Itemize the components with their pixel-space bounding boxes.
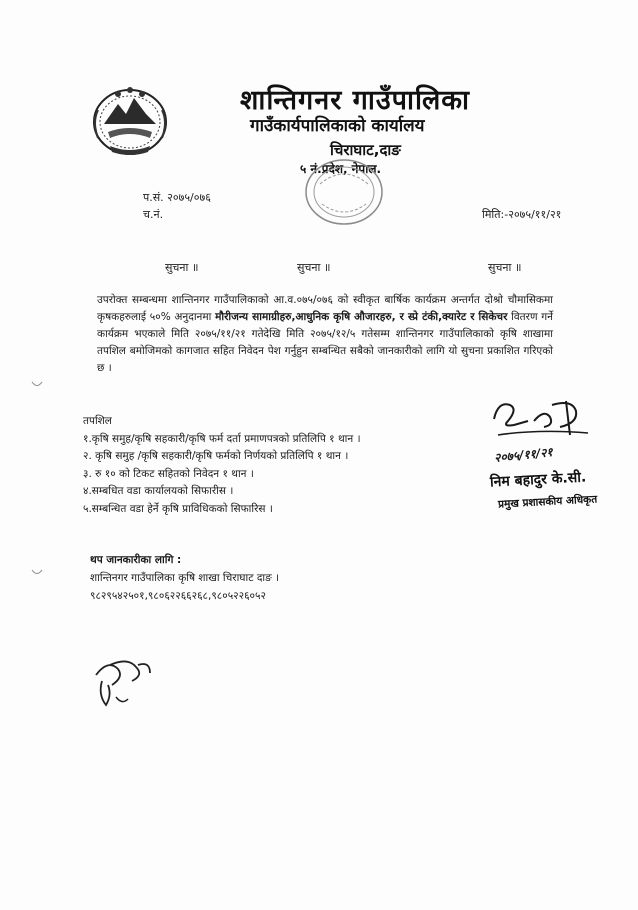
list-item: ४.सम्बधित वडा कार्यालयको सिफारीस । <box>83 485 234 497</box>
notice-body-text-2: वितरण गर्ने कार्यक्रम भएकाले मिति २०७५/११/२१ गतेदेखि मिति २०७५/१२/५ गतेसम्म शान्तिनगर गाउँपालिकाको कृषि शाखामा तपशिल बमोजिमको कागजात सहित निवेदन पेश गर्नुहुन सम्बन्धित सबैको जानकारीको लागि यो सुचना प्रकाशित गरिएको छ । <box>97 311 553 374</box>
list-item: ३. रु १० को टिकट सहितको निवेदन १ थान । <box>83 467 254 480</box>
notice-heading-right: सुचना ॥ <box>488 261 522 274</box>
initials-icon <box>88 655 158 710</box>
notice-body <box>97 292 553 377</box>
letter-number: प.सं. २०७५/०७६ <box>143 191 211 204</box>
list-item: ५.सम्बन्धित वडा हेर्ने कृषि प्राविधिकको सिफारिस । <box>83 502 273 515</box>
list-item: २. कृषि समुह /कृषि सहकारी/कृषि फर्मको निर्णयको प्रतिलिपि १ थान । <box>83 450 349 462</box>
office-place: चिराघाट,दाङ <box>330 141 401 159</box>
details-heading: तपशिल <box>83 415 112 427</box>
nepal-emblem-icon <box>88 80 172 160</box>
signature-date: २०७५/११/२१ <box>493 444 554 466</box>
contact-phones: ९८२९५४२५०१,९८०६२२६६२६८,९८०५२२६०५२ <box>90 590 266 602</box>
office-seal-icon <box>298 150 390 230</box>
signature-icon <box>488 395 598 445</box>
contact-block <box>90 551 279 605</box>
details-list <box>83 413 361 518</box>
punch-mark-icon <box>30 568 44 578</box>
notice-body-text-1: उपरोक्त सम्बन्धमा शान्तिनगर गाउँपालिकाको आ.व.०७५/०७६ को स्वीकृत बार्षिक कार्यक्रम अन्तर्गत दोश्रो चौमासिकमा कृषकहरुलाई ५०% अनुदानमा <box>97 294 553 323</box>
notice-heading-left: सुचना ॥ <box>165 261 199 274</box>
dispatch-number: च.नं. <box>143 208 164 221</box>
notice-body-items: मौरीजन्य सामाग्रीहरु,आधुनिक कृषि औजारहरु, र स्प्रे टंकी,क्यारेट र सिकेचर <box>215 311 508 323</box>
contact-line: शान्तिनगर गाउँपालिका कृषि शाखा चिराघाट दाङ । <box>90 572 280 584</box>
contact-heading: थप जानकारीका लागि : <box>90 554 182 566</box>
officer-title: प्रमुख प्रशासकीय अधिकृत <box>497 493 598 511</box>
municipality-title: शान्तिगनर गाउँपालिका <box>240 85 471 116</box>
office-address: ५ नं.प्रदेश, नेपाल. <box>300 162 382 176</box>
office-name: गाउँकार्यपालिकाको कार्यालय <box>250 116 425 136</box>
punch-mark-icon <box>30 380 44 390</box>
officer-name: निम बहादुर के.सी. <box>489 469 587 491</box>
notice-heading-center: सुचना ॥ <box>297 261 331 274</box>
list-item: १.कृषि समुह/कृषि सहकारी/कृषि फर्म दर्ता प्रमाणपत्रको प्रतिलिपि १ थान । <box>83 432 361 445</box>
letter-date: मिति:-२०७५/११/२१ <box>482 208 562 221</box>
